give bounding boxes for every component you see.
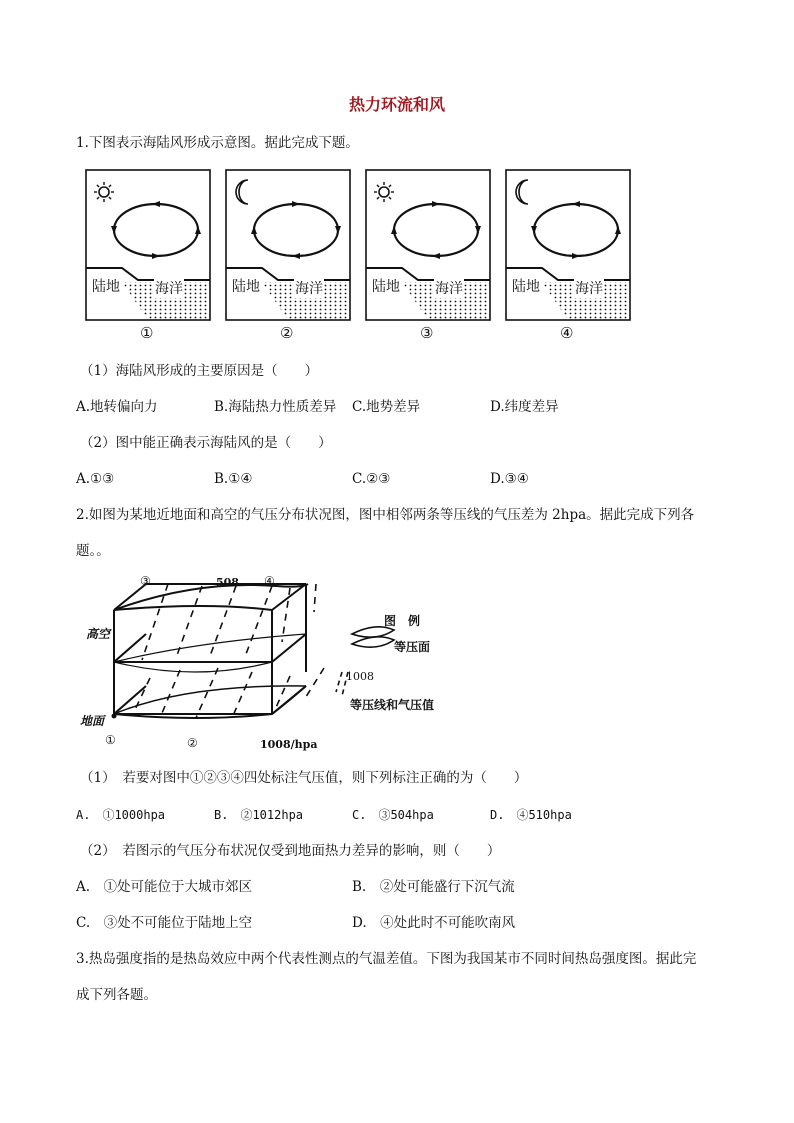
q1-sub2-option-c: C.②③ xyxy=(352,471,391,487)
label-1: ① xyxy=(105,733,116,747)
q2-intro-line2: 题。。 xyxy=(76,543,110,559)
pressure-distribution-figure xyxy=(76,572,466,757)
legend-isobaric-surface: 等压面 xyxy=(394,640,431,654)
q2-sub1-option-b: B. ②1012hpa xyxy=(214,808,304,822)
sun-icon xyxy=(379,187,389,197)
q1-sub1-stem: （1）海陆风形成的主要原因是（ ） xyxy=(80,363,319,379)
q2-sub2-option-b: B. ②处可能盛行下沉气流 xyxy=(352,879,515,895)
land-label: 陆地 xyxy=(92,279,120,295)
q2-sub1-option-a: A. ①1000hpa xyxy=(76,808,166,822)
moon-icon xyxy=(236,180,248,204)
q2-sub2-option-c: C. ③处不可能位于陆地上空 xyxy=(76,915,253,931)
q1-sub1-option-b: B.海陆热力性质差异 xyxy=(214,399,337,415)
label-ground: 地面 xyxy=(80,714,105,728)
q1-sub2-option-d: D.③④ xyxy=(490,471,529,487)
land-label: 陆地 xyxy=(512,279,540,295)
sea-label: 海洋 xyxy=(434,278,464,298)
land-label: 陆地 xyxy=(232,279,260,295)
moon-icon xyxy=(516,180,528,204)
diagram-panel-3 xyxy=(366,170,490,320)
diagram-panel-4 xyxy=(506,170,630,320)
q2-sub2-stem: （2） 若图示的气压分布状况仅受到地面热力差异的影响，则（ ） xyxy=(80,843,501,859)
q3-intro-line2: 成下列各题。 xyxy=(76,987,157,1003)
q3-intro-line1: 3.热岛强度指的是热岛效应中两个代表性测点的气温差值。下图为我国某市不同时间热岛强度图。据此完 xyxy=(76,951,697,967)
q1-sub1-option-c: C.地势差异 xyxy=(352,399,421,415)
q1-sub2-stem: （2）图中能正确表示海陆风的是（ ） xyxy=(80,435,332,451)
diagram-number: ④ xyxy=(560,324,574,342)
q2-sub1-stem: （1） 若要对图中①②③④四处标注气压值，则下列标注正确的为（ ） xyxy=(80,770,528,786)
sea-label: 海洋 xyxy=(574,278,604,298)
q2-sub1-option-c: C. ③504hpa xyxy=(352,808,434,822)
sea-label: 海洋 xyxy=(294,278,324,298)
land-label: 陆地 xyxy=(372,279,400,295)
sea-land-breeze-diagrams xyxy=(84,168,634,346)
diagram-number: ① xyxy=(140,324,154,342)
label-2: ② xyxy=(187,736,198,750)
q2-sub1-option-d: D. ④510hpa xyxy=(490,808,572,822)
q1-sub1-option-d: D.纬度差异 xyxy=(490,399,559,415)
sea-label: 海洋 xyxy=(154,278,184,298)
page-title: 热力环流和风 xyxy=(348,95,445,114)
q2-intro-line1: 2.如图为某地近地面和高空的气压分布状况图，图中相邻两条等压线的气压差为 2hpa。据此完成下列各 xyxy=(76,507,695,523)
diagram-number: ② xyxy=(280,324,294,342)
legend-title: 图 例 xyxy=(384,614,421,628)
diagram-panel-1 xyxy=(86,170,210,320)
q1-sub2-option-a: A.①③ xyxy=(76,471,115,487)
label-3: ③ xyxy=(140,574,151,588)
diagram-number: ③ xyxy=(420,324,434,342)
q1-sub1-option-a: A.地转偏向力 xyxy=(76,399,158,415)
bottom-value-1008: 1008/hpa xyxy=(260,738,318,751)
legend-isobar-line: 等压线和气压值 xyxy=(350,698,435,712)
sun-icon xyxy=(99,187,109,197)
label-4: ④ xyxy=(264,574,275,588)
q2-sub2-option-a: A. ①处可能位于大城市郊区 xyxy=(76,879,253,895)
top-value-508: 508 xyxy=(216,576,239,589)
q2-sub2-option-d: D. ④处此时不可能吹南风 xyxy=(352,915,516,931)
legend-value-1008: 1008 xyxy=(346,670,374,683)
q1-intro: 1.下图表示海陆风形成示意图。据此完成下题。 xyxy=(76,135,359,151)
q1-sub2-option-b: B.①④ xyxy=(214,471,253,487)
diagram-panel-2 xyxy=(226,170,350,320)
label-high: 高空 xyxy=(86,627,111,641)
